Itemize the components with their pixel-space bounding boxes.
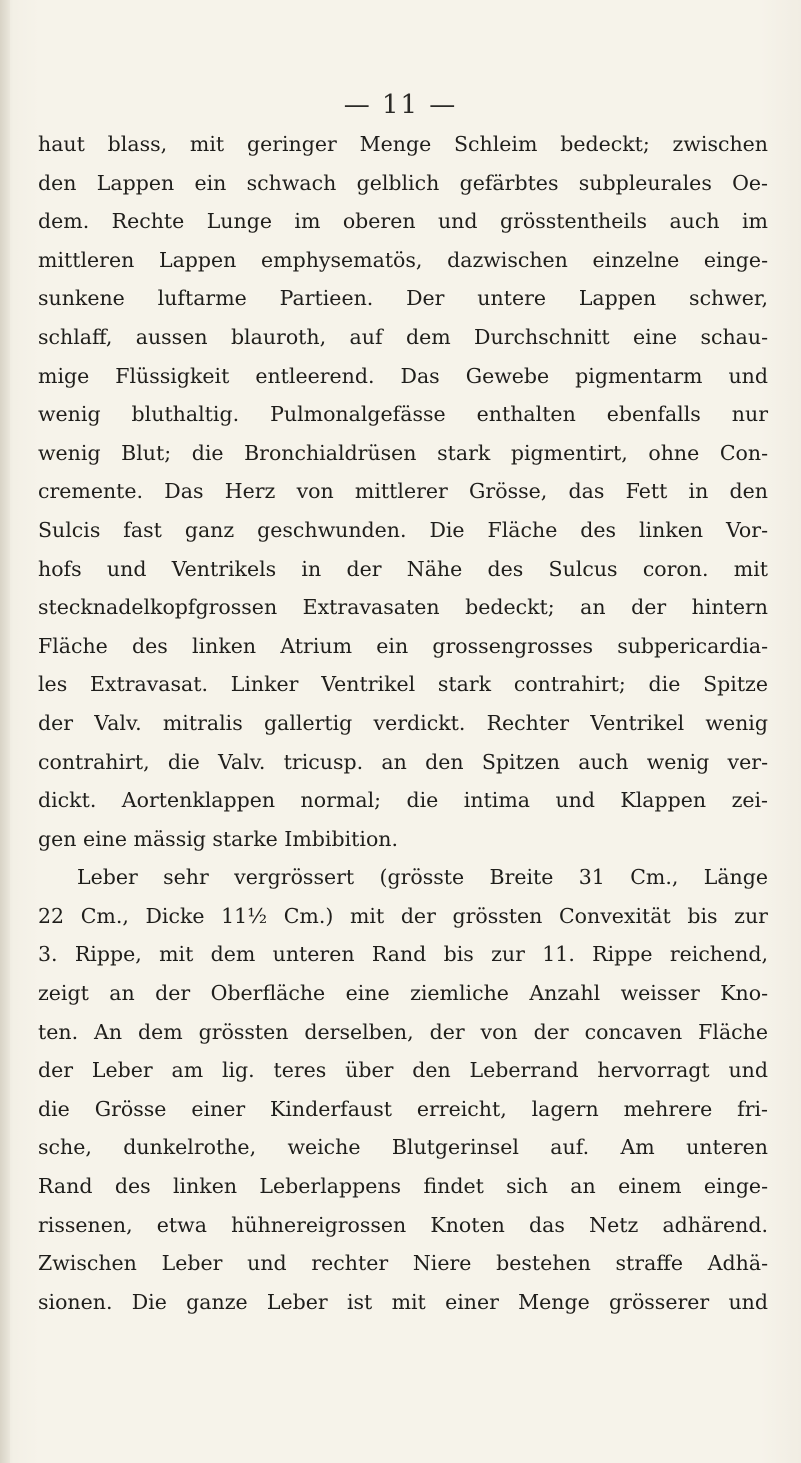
text-line: dem. Rechte Lunge im oberen und grösstentheils auch im xyxy=(38,209,768,234)
text-line: mige Flüssigkeit entleerend. Das Gewebe pigmentarm und xyxy=(38,363,768,388)
text-line: die Grösse einer Kinderfaust erreicht, lagern mehrere fri- xyxy=(38,1096,768,1121)
text-line: mittleren Lappen emphysematös, dazwischen einzelne einge- xyxy=(38,247,768,272)
text-line: wenig Blut; die Bronchialdrüsen stark pigmentirt, ohne Con- xyxy=(38,440,768,465)
text-line: rissenen, etwa hühnereigrossen Knoten das Netz adhärend. xyxy=(38,1212,768,1237)
text-line: Fläche des linken Atrium ein grossengrosses subpericardia- xyxy=(38,633,768,658)
text-line: hofs und Ventrikels in der Nähe des Sulcus coron. mit xyxy=(38,556,768,581)
text-line: haut blass, mit geringer Menge Schleim bedeckt; zwischen xyxy=(38,132,768,156)
text-line: Leber sehr vergrössert (grösste Breite 31 Cm., Länge xyxy=(77,865,768,890)
page-number: — 11 — xyxy=(343,90,458,120)
text-line: 3. Rippe, mit dem unteren Rand bis zur 11. Rippe reichend, xyxy=(38,942,768,967)
text-line: Rand des linken Leberlappens findet sich an einem einge- xyxy=(38,1174,768,1199)
text-line: contrahirt, die Valv. tricusp. an den Spitzen auch wenig ver- xyxy=(38,749,768,774)
text-line: den Lappen ein schwach gelblich gefärbtes subpleurales Oe- xyxy=(38,170,768,195)
text-line: sunkene luftarme Partieen. Der untere Lappen schwer, xyxy=(38,286,768,311)
text-line: cremente. Das Herz von mittlerer Grösse, das Fett in den xyxy=(38,479,768,504)
text-line: dickt. Aortenklappen normal; die intima und Klappen zei- xyxy=(38,788,768,813)
text-line: der Leber am lig. teres über den Leberrand hervorragt und xyxy=(38,1058,768,1083)
text-line: Zwischen Leber und rechter Niere bestehen straffe Adhä- xyxy=(38,1251,768,1276)
body-text xyxy=(38,125,768,1321)
text-line: Sulcis fast ganz geschwunden. Die Fläche des linken Vor- xyxy=(38,517,768,542)
text-line: sche, dunkelrothe, weiche Blutgerinsel auf. Am unteren xyxy=(38,1135,768,1160)
text-line: wenig bluthaltig. Pulmonalgefässe enthalten ebenfalls nur xyxy=(38,402,768,427)
text-line: schlaff, aussen blauroth, auf dem Durchschnitt eine schau- xyxy=(38,324,768,349)
text-line: der Valv. mitralis gallertig verdickt. Rechter Ventrikel wenig xyxy=(38,710,768,735)
page-binding-edge xyxy=(0,0,10,1463)
text-line: 22 Cm., Dicke 11½ Cm.) mit der grössten Convexität bis zur xyxy=(38,903,768,928)
text-line: stecknadelkopfgrossen Extravasaten bedeckt; an der hintern xyxy=(38,595,768,620)
text-line: les Extravasat. Linker Ventrikel stark contrahirt; die Spitze xyxy=(38,672,768,697)
text-line: sionen. Die ganze Leber ist mit einer Menge grösserer und xyxy=(38,1289,768,1314)
text-line: gen eine mässig starke Imbibition. xyxy=(38,826,399,851)
text-line: zeigt an der Oberfläche eine ziemliche Anzahl weisser Kno- xyxy=(38,981,768,1006)
text-line: ten. An dem grössten derselben, der von der concaven Fläche xyxy=(38,1019,768,1044)
